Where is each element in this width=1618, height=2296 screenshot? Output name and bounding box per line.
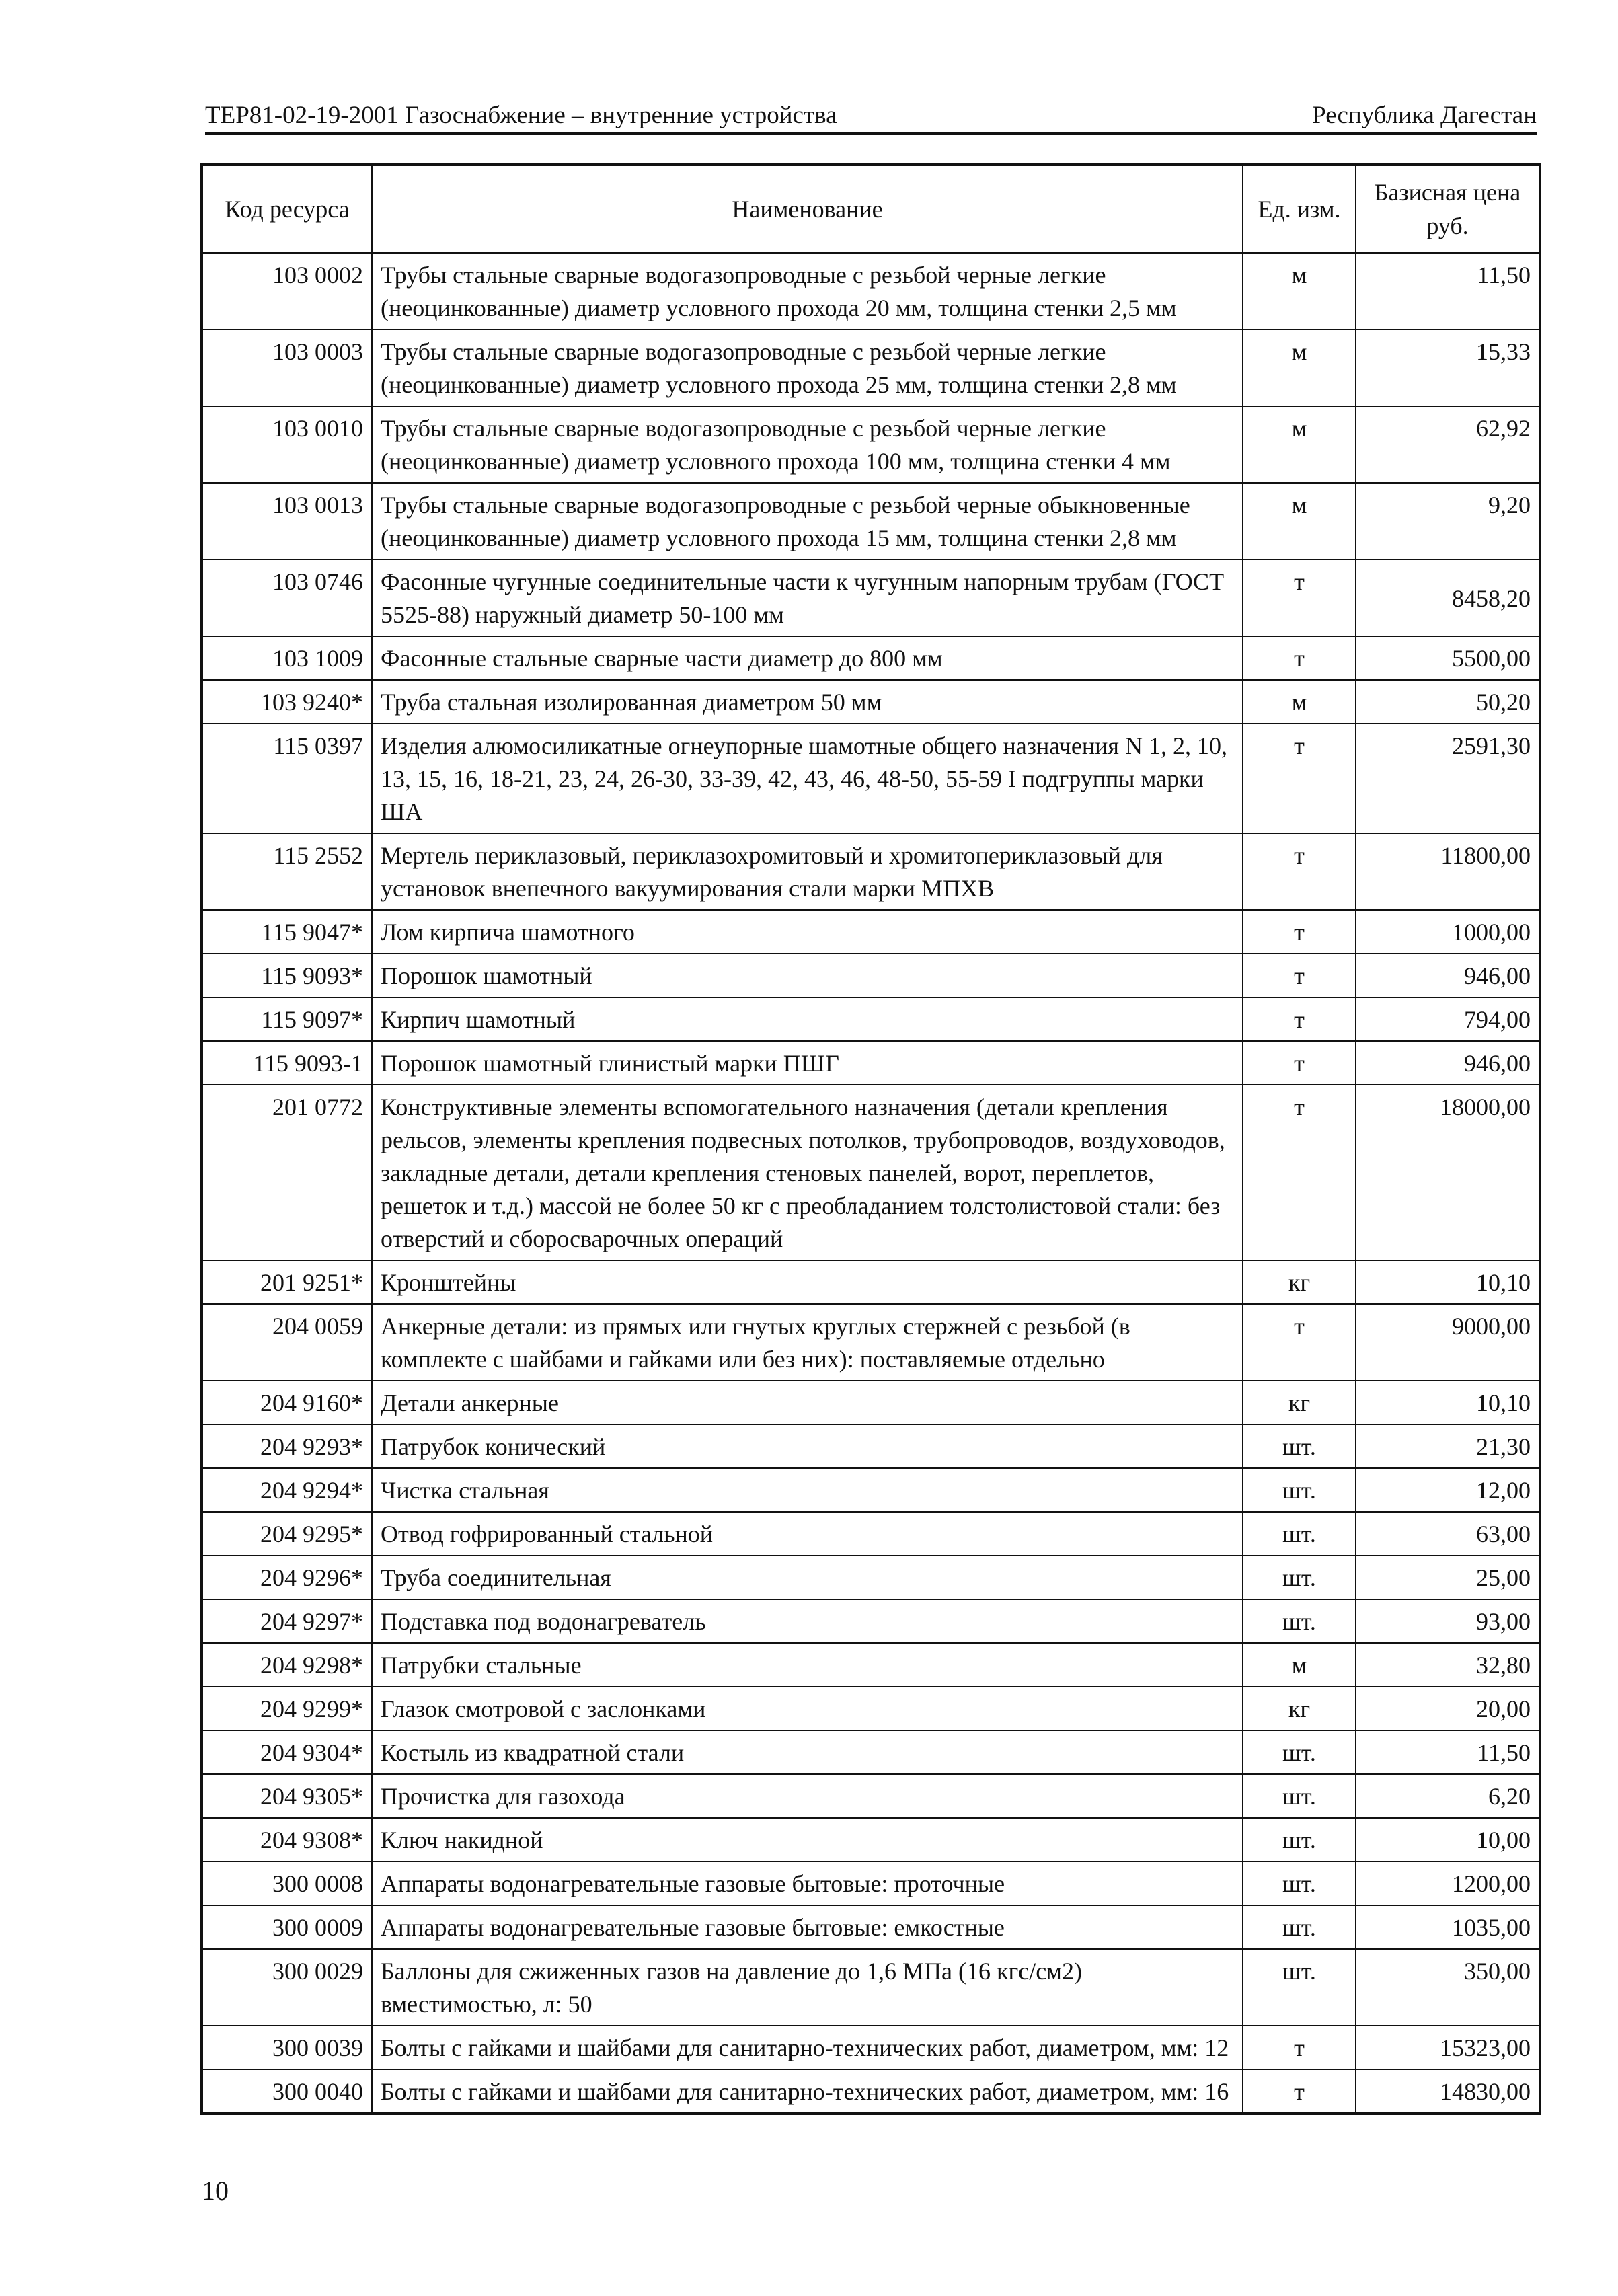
resource-name-cell: Труба соединительная (372, 1556, 1243, 1599)
table-row (202, 997, 1540, 1041)
table-row (202, 483, 1540, 560)
resource-code-cell: 204 9298* (202, 1643, 372, 1687)
table-row (202, 1260, 1540, 1304)
resource-code-cell: 204 0059 (202, 1304, 372, 1381)
resource-name-cell: Подставка под водонагреватель (372, 1599, 1243, 1643)
table-row (202, 1862, 1540, 1905)
unit-cell: т (1243, 1041, 1356, 1085)
table-row (202, 1424, 1540, 1468)
resource-code-cell: 103 0746 (202, 560, 372, 636)
table-row (202, 910, 1540, 954)
table-row (202, 833, 1540, 910)
resource-code-cell: 204 9299* (202, 1687, 372, 1730)
unit-cell: шт. (1243, 1468, 1356, 1512)
resource-code-cell: 204 9293* (202, 1424, 372, 1468)
base-price-cell: 6,20 (1356, 1774, 1540, 1818)
unit-cell: т (1243, 1304, 1356, 1381)
unit-cell: м (1243, 483, 1356, 560)
base-price-cell: 794,00 (1356, 997, 1540, 1041)
unit-cell: шт. (1243, 1818, 1356, 1862)
resource-name-cell: Глазок смотровой с заслонками (372, 1687, 1243, 1730)
base-price-cell: 11,50 (1356, 253, 1540, 330)
region-label: Республика Дагестан (1312, 102, 1537, 129)
resource-name-cell: Трубы стальные сварные водогазопроводные с резьбой черные обыкновенные (неоцинкованные) диаметр условного прохода 15 мм, толщина стенки 2,8 мм (372, 483, 1243, 560)
resource-code-cell: 300 0009 (202, 1905, 372, 1949)
unit-cell: т (1243, 910, 1356, 954)
resource-name-cell: Конструктивные элементы вспомогательного назначения (детали крепления рельсов, элементы крепления подвесных потолков, трубопроводов, воздуховодов, закладные детали, детали крепления стеновых панелей, ворот, переплетов, решеток и т.д.) массой не более 50 кг с преобладанием толстолистовой стали: без отверстий и сборосварочных операций (372, 1085, 1243, 1260)
resource-code-cell: 115 0397 (202, 724, 372, 833)
unit-cell: т (1243, 997, 1356, 1041)
base-price-cell: 18000,00 (1356, 1085, 1540, 1260)
resource-name-cell: Патрубки стальные (372, 1643, 1243, 1687)
base-price-cell: 93,00 (1356, 1599, 1540, 1643)
resource-code-cell: 201 9251* (202, 1260, 372, 1304)
unit-cell: кг (1243, 1260, 1356, 1304)
resource-name-cell: Аппараты водонагревательные газовые бытовые: емкостные (372, 1905, 1243, 1949)
base-price-cell: 946,00 (1356, 954, 1540, 997)
resource-name-cell: Детали анкерные (372, 1381, 1243, 1424)
resource-name-cell: Болты с гайками и шайбами для санитарно-технических работ, диаметром, мм: 16 (372, 2069, 1243, 2114)
resource-code-cell: 204 9305* (202, 1774, 372, 1818)
resource-name-cell: Лом кирпича шамотного (372, 910, 1243, 954)
base-price-cell: 21,30 (1356, 1424, 1540, 1468)
table-row (202, 1599, 1540, 1643)
price-header-line2: руб. (1426, 213, 1469, 239)
table-row (202, 1643, 1540, 1687)
table-row (202, 680, 1540, 724)
base-price-cell: 1200,00 (1356, 1862, 1540, 1905)
table-row (202, 636, 1540, 680)
resource-name-cell: Отвод гофрированный стальной (372, 1512, 1243, 1556)
resource-name-cell: Изделия алюмосиликатные огнеупорные шамотные общего назначения N 1, 2, 10, 13, 15, 16, 18-21, 23, 24, 26-30, 33-39, 42, 43, 46, 48-50, 55-59 I подгруппы марки ША (372, 724, 1243, 833)
table-row (202, 1556, 1540, 1599)
resource-code-cell: 103 0003 (202, 330, 372, 406)
unit-cell: т (1243, 833, 1356, 910)
table-row (202, 1041, 1540, 1085)
table-row (202, 1774, 1540, 1818)
table-row (202, 954, 1540, 997)
unit-cell: шт. (1243, 1905, 1356, 1949)
resource-code-cell: 201 0772 (202, 1085, 372, 1260)
resource-code-cell: 115 9093-1 (202, 1041, 372, 1085)
table-row (202, 1905, 1540, 1949)
resource-code-cell: 103 0010 (202, 406, 372, 483)
table-row (202, 1730, 1540, 1774)
resource-name-cell: Кронштейны (372, 1260, 1243, 1304)
resource-code-cell: 115 9047* (202, 910, 372, 954)
unit-cell: т (1243, 1085, 1356, 1260)
unit-cell: шт. (1243, 1862, 1356, 1905)
resource-code-cell: 300 0029 (202, 1949, 372, 2026)
unit-cell: т (1243, 954, 1356, 997)
resource-code-cell: 204 9297* (202, 1599, 372, 1643)
resource-code-cell: 204 9296* (202, 1556, 372, 1599)
resource-price-table (200, 163, 1541, 2115)
unit-cell: кг (1243, 1381, 1356, 1424)
resource-name-cell: Порошок шамотный глинистый марки ПШГ (372, 1041, 1243, 1085)
base-price-cell: 62,92 (1356, 406, 1540, 483)
base-price-cell: 1000,00 (1356, 910, 1540, 954)
resource-code-cell: 103 0002 (202, 253, 372, 330)
table-row (202, 1304, 1540, 1381)
table-row (202, 2026, 1540, 2069)
base-price-cell: 14830,00 (1356, 2069, 1540, 2114)
table-row (202, 1512, 1540, 1556)
resource-code-cell: 204 9295* (202, 1512, 372, 1556)
resource-name-cell: Порошок шамотный (372, 954, 1243, 997)
base-price-cell: 12,00 (1356, 1468, 1540, 1512)
resource-name-cell: Кирпич шамотный (372, 997, 1243, 1041)
base-price-cell: 946,00 (1356, 1041, 1540, 1085)
resource-code-cell: 115 9093* (202, 954, 372, 997)
page-header (205, 100, 1537, 135)
resource-code-cell: 300 0008 (202, 1862, 372, 1905)
table-row (202, 1949, 1540, 2026)
resource-code-cell: 204 9308* (202, 1818, 372, 1862)
base-price-cell: 10,10 (1356, 1260, 1540, 1304)
base-price-cell: 11,50 (1356, 1730, 1540, 1774)
unit-cell: м (1243, 680, 1356, 724)
resource-code-cell: 204 9160* (202, 1381, 372, 1424)
table-row (202, 1381, 1540, 1424)
resource-code-cell: 115 9097* (202, 997, 372, 1041)
resource-name-cell: Ключ накидной (372, 1818, 1243, 1862)
resource-name-cell: Прочистка для газохода (372, 1774, 1243, 1818)
base-price-cell: 9000,00 (1356, 1304, 1540, 1381)
resource-code-cell: 103 9240* (202, 680, 372, 724)
unit-cell: шт. (1243, 1730, 1356, 1774)
resource-name-cell: Фасонные стальные сварные части диаметр до 800 мм (372, 636, 1243, 680)
unit-cell: шт. (1243, 1556, 1356, 1599)
unit-cell: м (1243, 330, 1356, 406)
unit-cell: шт. (1243, 1774, 1356, 1818)
unit-cell: т (1243, 2026, 1356, 2069)
unit-cell: шт. (1243, 1424, 1356, 1468)
base-price-cell: 32,80 (1356, 1643, 1540, 1687)
column-header-price (1356, 165, 1540, 253)
base-price-cell: 10,10 (1356, 1381, 1540, 1424)
resource-name-cell: Трубы стальные сварные водогазопроводные с резьбой черные легкие (неоцинкованные) диаметр условного прохода 100 мм, толщина стенки 4 мм (372, 406, 1243, 483)
page-number: 10 (202, 2176, 229, 2206)
unit-cell: м (1243, 406, 1356, 483)
unit-cell: шт. (1243, 1512, 1356, 1556)
base-price-cell: 20,00 (1356, 1687, 1540, 1730)
column-header-unit: Ед. изм. (1243, 165, 1356, 253)
base-price-cell: 15,33 (1356, 330, 1540, 406)
price-header-line1: Базисная цена (1374, 179, 1521, 206)
table-header-row (202, 165, 1540, 253)
table-row (202, 2069, 1540, 2114)
table-row (202, 724, 1540, 833)
unit-cell: м (1243, 253, 1356, 330)
table-row (202, 406, 1540, 483)
base-price-cell: 2591,30 (1356, 724, 1540, 833)
resource-name-cell: Фасонные чугунные соединительные части к чугунным напорным трубам (ГОСТ 5525-88) наружный диаметр 50-100 мм (372, 560, 1243, 636)
table-row (202, 1687, 1540, 1730)
unit-cell: т (1243, 724, 1356, 833)
column-header-name: Наименование (372, 165, 1243, 253)
base-price-cell: 5500,00 (1356, 636, 1540, 680)
document-title: ТЕР81-02-19-2001 Газоснабжение – внутренние устройства (205, 102, 837, 129)
base-price-cell: 1035,00 (1356, 1905, 1540, 1949)
resource-name-cell: Аппараты водонагревательные газовые бытовые: проточные (372, 1862, 1243, 1905)
base-price-cell: 9,20 (1356, 483, 1540, 560)
resource-name-cell: Болты с гайками и шайбами для санитарно-технических работ, диаметром, мм: 12 (372, 2026, 1243, 2069)
resource-name-cell: Трубы стальные сварные водогазопроводные с резьбой черные легкие (неоцинкованные) диаметр условного прохода 25 мм, толщина стенки 2,8 мм (372, 330, 1243, 406)
column-header-code: Код ресурса (202, 165, 372, 253)
resource-name-cell: Труба стальная изолированная диаметром 50 мм (372, 680, 1243, 724)
resource-code-cell: 204 9304* (202, 1730, 372, 1774)
base-price-cell: 25,00 (1356, 1556, 1540, 1599)
unit-cell: т (1243, 2069, 1356, 2114)
base-price-cell: 10,00 (1356, 1818, 1540, 1862)
resource-code-cell: 103 1009 (202, 636, 372, 680)
base-price-cell: 350,00 (1356, 1949, 1540, 2026)
resource-name-cell: Мертель периклазовый, периклазохромитовый и хромитопериклазовый для установок внепечного вакуумирования стали марки МПХВ (372, 833, 1243, 910)
base-price-cell: 8458,20 (1356, 560, 1540, 636)
resource-name-cell: Костыль из квадратной стали (372, 1730, 1243, 1774)
unit-cell: шт. (1243, 1599, 1356, 1643)
unit-cell: кг (1243, 1687, 1356, 1730)
table-row (202, 330, 1540, 406)
base-price-cell: 15323,00 (1356, 2026, 1540, 2069)
resource-code-cell: 204 9294* (202, 1468, 372, 1512)
base-price-cell: 11800,00 (1356, 833, 1540, 910)
base-price-cell: 50,20 (1356, 680, 1540, 724)
table-row (202, 253, 1540, 330)
table-body (202, 253, 1540, 2114)
resource-code-cell: 103 0013 (202, 483, 372, 560)
table-row (202, 560, 1540, 636)
resource-name-cell: Баллоны для сжиженных газов на давление до 1,6 МПа (16 кгс/см2) вместимостью, л: 50 (372, 1949, 1243, 2026)
base-price-cell: 63,00 (1356, 1512, 1540, 1556)
resource-code-cell: 300 0039 (202, 2026, 372, 2069)
unit-cell: м (1243, 1643, 1356, 1687)
table-row (202, 1818, 1540, 1862)
resource-name-cell: Трубы стальные сварные водогазопроводные с резьбой черные легкие (неоцинкованные) диаметр условного прохода 20 мм, толщина стенки 2,5 мм (372, 253, 1243, 330)
resource-code-cell: 115 2552 (202, 833, 372, 910)
unit-cell: т (1243, 560, 1356, 636)
table-row (202, 1085, 1540, 1260)
resource-name-cell: Патрубок конический (372, 1424, 1243, 1468)
resource-name-cell: Чистка стальная (372, 1468, 1243, 1512)
unit-cell: т (1243, 636, 1356, 680)
table-row (202, 1468, 1540, 1512)
resource-name-cell: Анкерные детали: из прямых или гнутых круглых стержней с резьбой (в комплекте с шайбами и гайками или без них): поставляемые отдельно (372, 1304, 1243, 1381)
unit-cell: шт. (1243, 1949, 1356, 2026)
resource-code-cell: 300 0040 (202, 2069, 372, 2114)
